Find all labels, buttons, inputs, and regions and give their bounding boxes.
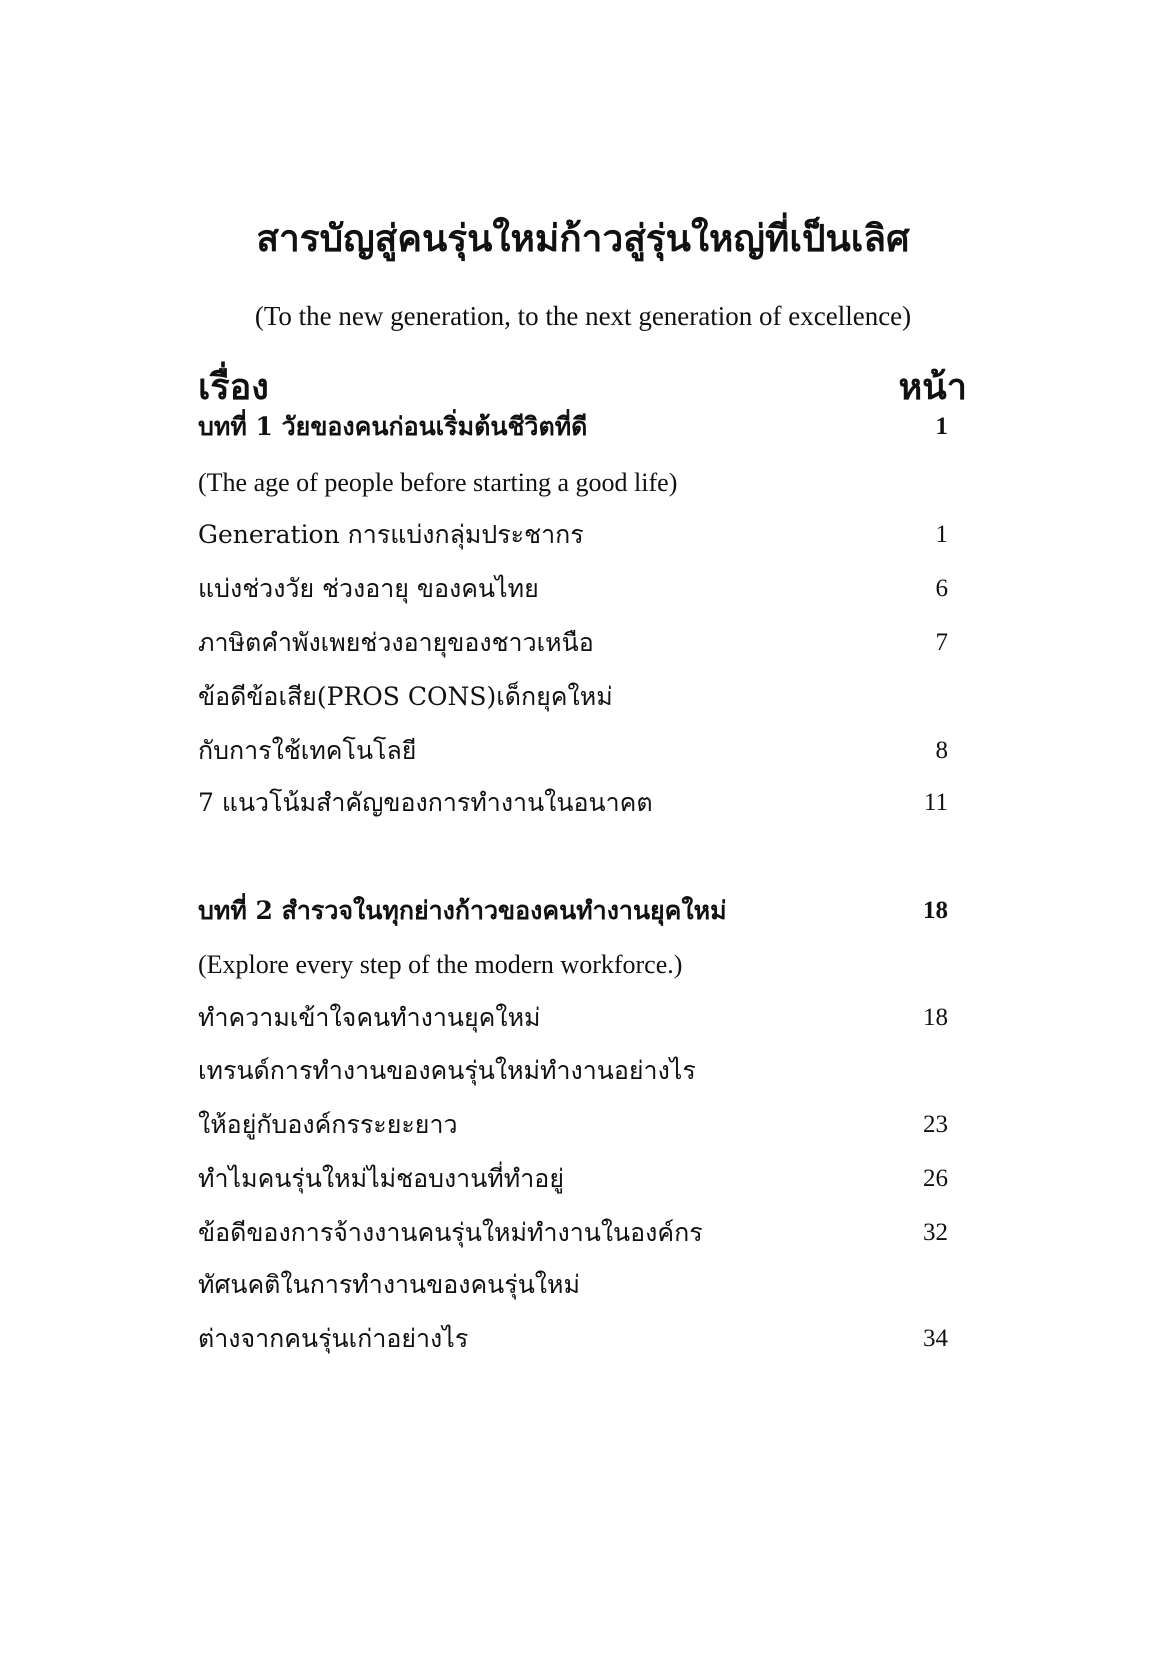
toc-entry-page: 11 xyxy=(923,789,948,816)
toc-entry xyxy=(198,512,948,558)
toc-entry-text: ทำความเข้าใจคนทำงานยุคใหม่ xyxy=(198,1003,541,1032)
toc-entry xyxy=(198,566,948,612)
toc-entry xyxy=(198,674,948,720)
toc-entry-text: ทัศนคติในการทำงานของคนรุ่นใหม่ xyxy=(198,1270,580,1299)
toc-entry-page: 26 xyxy=(923,1165,948,1192)
toc-entry-page: 18 xyxy=(923,1004,948,1031)
toc-chapter-1-subtitle xyxy=(198,460,948,506)
toc-entry-page: 6 xyxy=(935,575,948,602)
column-header-page: หน้า xyxy=(898,366,967,408)
toc-entry-text: แบ่งช่วงวัย ช่วงอายุ ของคนไทย xyxy=(198,574,539,603)
toc-entry-text: ข้อดีของการจ้างงานคนรุ่นใหม่ทำงานในองค์กร xyxy=(198,1218,703,1247)
toc-entry-text: เทรนด์การทำงานของคนรุ่นใหม่ทำงานอย่างไร xyxy=(198,1056,696,1085)
toc-entry-page: 32 xyxy=(923,1219,948,1246)
toc-entry-text: (The age of people before starting a good life) xyxy=(198,468,678,497)
toc-entry-text: ทำไมคนรุ่นใหม่ไม่ชอบงานที่ทำอยู่ xyxy=(198,1164,564,1193)
toc-entry-text: 7 แนวโน้มสำคัญของการทำงานในอนาคต xyxy=(198,788,653,817)
toc-entry-page: 1 xyxy=(935,521,948,548)
page-title: สารบัญสู่คนรุ่นใหม่ก้าวสู่รุ่นใหญ่ที่เป็นเลิศ xyxy=(256,216,910,260)
toc-entry-text: ข้อดีข้อเสีย(PROS CONS)เด็กยุคใหม่ xyxy=(198,682,613,711)
toc-entry-text: ภาษิตคำพังเพยช่วงอายุของชาวเหนือ xyxy=(198,628,594,657)
toc-entry-text: บทที่ 1 วัยของคนก่อนเริ่มต้นชีวิตที่ดี xyxy=(198,412,588,441)
toc-entry xyxy=(198,1048,948,1094)
toc-entry-page: 34 xyxy=(923,1325,948,1352)
toc-entry xyxy=(198,1262,948,1308)
toc-entry-page: 23 xyxy=(923,1111,948,1138)
toc-entry-page: 1 xyxy=(935,413,948,440)
toc-entry xyxy=(198,1102,948,1148)
toc-entry-page: 7 xyxy=(935,629,948,656)
toc-entry xyxy=(198,780,948,826)
toc-entry-text: (Explore every step of the modern workforce.) xyxy=(198,950,683,979)
toc-entry xyxy=(198,728,948,774)
toc-entry xyxy=(198,620,948,666)
column-header-topic: เรื่อง xyxy=(198,366,269,408)
toc-chapter-2-heading xyxy=(198,888,948,934)
toc-entry xyxy=(198,995,948,1041)
toc-entry-text: ต่างจากคนรุ่นเก่าอย่างไร xyxy=(198,1324,469,1353)
toc-chapter-1-heading xyxy=(198,404,948,450)
toc-chapter-2-subtitle xyxy=(198,942,948,988)
page-subtitle: (To the new generation, to the next generation of excellence) xyxy=(254,301,912,331)
toc-entry xyxy=(198,1316,948,1362)
toc-entry-text: บทที่ 2 สำรวจในทุกย่างก้าวของคนทำงานยุคใหม่ xyxy=(198,896,727,925)
toc-entry xyxy=(198,1156,948,1202)
toc-entry-page: 8 xyxy=(935,737,948,764)
toc-entry-text: Generation การแบ่งกลุ่มประชากร xyxy=(198,520,584,549)
toc-entry-text: ให้อยู่กับองค์กรระยะยาว xyxy=(198,1110,458,1139)
toc-entry xyxy=(198,1210,948,1256)
toc-entry-page: 18 xyxy=(923,897,948,924)
toc-entry-text: กับการใช้เทคโนโลยี xyxy=(198,736,417,765)
